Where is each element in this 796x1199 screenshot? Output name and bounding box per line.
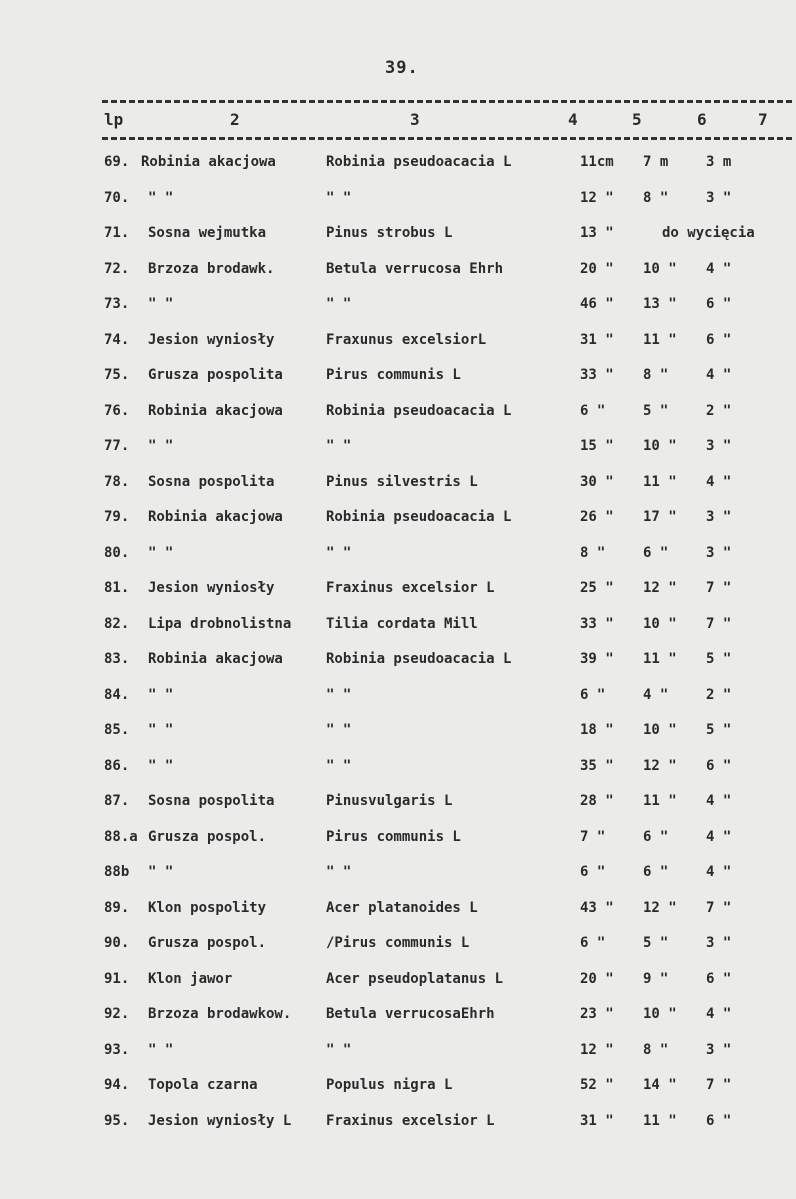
col-4-value: 23 " (580, 1006, 614, 1022)
col-6-value: 2 " (706, 686, 732, 703)
col-6-value: 4 " (706, 473, 732, 490)
row-number: 76. (104, 402, 130, 419)
col-5-value: 8 " (643, 367, 669, 383)
polish-name: " " (148, 722, 174, 738)
row-number: 84. (104, 686, 130, 703)
row-number: 95. (104, 1112, 130, 1129)
polish-name: " " (148, 686, 174, 703)
col-5-value: 8 " (643, 1041, 669, 1058)
latin-name: Fraxunus excelsiorL (326, 331, 487, 348)
table-row (0, 1109, 796, 1145)
col-6-value: 3 " (706, 509, 732, 525)
col-6-value: 3 " (706, 1041, 732, 1058)
col-6-value: 7 " (706, 615, 732, 632)
col-6-value: 5 " (706, 722, 732, 738)
table-row (0, 896, 796, 932)
table-row (0, 150, 796, 186)
col-6-value: 3 " (706, 438, 732, 454)
polish-name: Topola czarna (148, 1077, 258, 1093)
row-number: 92. (104, 1006, 130, 1022)
header-lp: lp (104, 110, 124, 129)
latin-name: " " (326, 686, 352, 703)
row-number: 94. (104, 1077, 130, 1093)
table-row (0, 1038, 796, 1074)
header-col-7: 7 (758, 110, 768, 129)
page-number: 39. (385, 58, 419, 78)
col-5-value: 10 " (643, 722, 677, 738)
col-4-value: 7 " (580, 828, 606, 845)
row-number: 88.a (104, 828, 138, 845)
col-4-value: 6 " (580, 935, 606, 951)
polish-name: Robinia akacjowa (148, 509, 283, 525)
row-number: 72. (104, 260, 130, 277)
polish-name: Jesion wyniosły L (148, 1112, 292, 1129)
col-5-value: 6 " (643, 544, 669, 561)
table-row (0, 647, 796, 683)
latin-name: Pinus strobus L (326, 225, 453, 241)
table-row (0, 363, 796, 399)
polish-name: Lipa drobnolistna (148, 615, 292, 632)
polish-name: Jesion wyniosły (148, 580, 275, 596)
col-6-value: 7 " (706, 580, 732, 596)
col-5-value: 11 " (643, 793, 677, 809)
col-5-value: 12 " (643, 899, 677, 916)
polish-name: Klon jawor (148, 970, 233, 987)
col-6-value: 6 " (706, 331, 732, 348)
col-4-value: 30 " (580, 473, 614, 490)
col-4-value: 15 " (580, 438, 614, 454)
row-number: 83. (104, 651, 130, 667)
col-5-value: 6 " (643, 828, 669, 845)
latin-name: Fraxinus excelsior L (326, 1112, 495, 1129)
row-number: 69. (104, 154, 130, 170)
polish-name: " " (148, 544, 174, 561)
col-4-value: 12 " (580, 1041, 614, 1058)
col-5-value: 11 " (643, 331, 677, 348)
latin-name: /Pirus communis L (326, 935, 470, 951)
latin-name: " " (326, 189, 352, 206)
polish-name: Robinia akacjowa (148, 402, 283, 419)
table-row (0, 221, 796, 257)
col-5-value: 12 " (643, 580, 677, 596)
col-5-value: 5 " (643, 402, 669, 419)
header-col-5: 5 (632, 110, 642, 129)
row-number: 81. (104, 580, 130, 596)
latin-name: " " (326, 757, 352, 774)
col-4-value: 26 " (580, 509, 614, 525)
col-5-value: 7 m (643, 154, 669, 170)
table-row (0, 931, 796, 967)
col-6-value: 4 " (706, 1006, 732, 1022)
table-row (0, 541, 796, 577)
row-number: 70. (104, 189, 130, 206)
col-4-value: 18 " (580, 722, 614, 738)
polish-name: " " (148, 296, 174, 312)
col-6-value: 3 " (706, 544, 732, 561)
col-4-value: 11cm (580, 154, 614, 170)
row-number: 93. (104, 1041, 130, 1058)
polish-name: Sosna wejmutka (148, 225, 267, 241)
col-6-value: 4 " (706, 793, 732, 809)
table-row (0, 505, 796, 541)
table-row (0, 434, 796, 470)
col-4-value: 8 " (580, 544, 606, 561)
col-6-value: 6 " (706, 296, 732, 312)
table-row (0, 257, 796, 293)
row-number: 87. (104, 793, 130, 809)
header-bottom-rule (102, 137, 792, 140)
latin-name: " " (326, 296, 352, 312)
header-col-4: 4 (568, 110, 578, 129)
col-4-value: 20 " (580, 970, 614, 987)
col-6-value: 3 m (706, 154, 732, 170)
row-number: 77. (104, 438, 130, 454)
col-4-value: 20 " (580, 260, 614, 277)
polish-name: Jesion wyniosły (148, 331, 275, 348)
latin-name: Robinia pseudoacacia L (326, 402, 512, 419)
tree-inventory-table (0, 150, 796, 1144)
col-6-value: 4 " (706, 864, 732, 880)
col-6-value: 5 " (706, 651, 732, 667)
col-5-value: 13 " (643, 296, 677, 312)
col-6-value: 7 " (706, 1077, 732, 1093)
row-number: 80. (104, 544, 130, 561)
polish-name: " " (148, 1041, 174, 1058)
latin-name: " " (326, 1041, 352, 1058)
col-4-value: 43 " (580, 899, 614, 916)
row-note: do wycięcia (662, 225, 755, 241)
col-6-value: 6 " (706, 1112, 732, 1129)
col-6-value: 4 " (706, 367, 732, 383)
col-5-value: 14 " (643, 1077, 677, 1093)
table-row (0, 612, 796, 648)
col-4-value: 12 " (580, 189, 614, 206)
col-5-value: 4 " (643, 686, 669, 703)
latin-name: Acer platanoides L (326, 899, 478, 916)
col-5-value: 5 " (643, 935, 669, 951)
col-6-value: 3 " (706, 189, 732, 206)
col-5-value: 11 " (643, 473, 677, 490)
latin-name: Populus nigra L (326, 1077, 453, 1093)
col-4-value: 31 " (580, 331, 614, 348)
col-5-value: 10 " (643, 438, 677, 454)
col-4-value: 13 " (580, 225, 614, 241)
col-6-value: 2 " (706, 402, 732, 419)
latin-name: Pinusvulgaris L (326, 793, 453, 809)
polish-name: " " (148, 757, 174, 774)
latin-name: " " (326, 864, 352, 880)
polish-name: Grusza pospol. (148, 828, 267, 845)
col-5-value: 10 " (643, 615, 677, 632)
header-col-3: 3 (410, 110, 420, 129)
header-col-6: 6 (697, 110, 707, 129)
table-row (0, 1073, 796, 1109)
row-number: 91. (104, 970, 130, 987)
col-4-value: 33 " (580, 367, 614, 383)
col-6-value: 7 " (706, 899, 732, 916)
table-row (0, 576, 796, 612)
row-number: 89. (104, 899, 130, 916)
polish-name: Sosna pospolita (148, 793, 275, 809)
latin-name: " " (326, 438, 352, 454)
polish-name: Robinia akacjowa (141, 154, 276, 170)
col-5-value: 11 " (643, 1112, 677, 1129)
polish-name: " " (148, 864, 174, 880)
latin-name: Robinia pseudoacacia L (326, 651, 512, 667)
latin-name: Robinia pseudoacacia L (326, 509, 512, 525)
latin-name: Betula verrucosaEhrh (326, 1006, 495, 1022)
latin-name: Tilia cordata Mill (326, 615, 478, 632)
table-row (0, 399, 796, 435)
table-row (0, 860, 796, 896)
header-col-2: 2 (230, 110, 240, 129)
row-number: 88b (104, 864, 130, 880)
row-number: 79. (104, 509, 130, 525)
latin-name: Acer pseudoplatanus L (326, 970, 504, 987)
table-row (0, 186, 796, 222)
col-4-value: 6 " (580, 864, 606, 880)
polish-name: " " (148, 438, 174, 454)
table-row (0, 718, 796, 754)
col-6-value: 6 " (706, 757, 732, 774)
header-top-rule (102, 100, 792, 103)
polish-name: Sosna pospolita (148, 473, 275, 490)
col-5-value: 10 " (643, 1006, 677, 1022)
col-6-value: 4 " (706, 260, 732, 277)
table-row (0, 1002, 796, 1038)
col-4-value: 52 " (580, 1077, 614, 1093)
latin-name: Fraxinus excelsior L (326, 580, 495, 596)
table-row (0, 470, 796, 506)
latin-name: Pinus silvestris L (326, 473, 478, 490)
col-4-value: 6 " (580, 686, 606, 703)
latin-name: " " (326, 544, 352, 561)
row-number: 82. (104, 615, 130, 632)
table-row (0, 967, 796, 1003)
table-row (0, 292, 796, 328)
col-6-value: 6 " (706, 970, 732, 987)
row-number: 75. (104, 367, 130, 383)
table-row (0, 789, 796, 825)
col-4-value: 28 " (580, 793, 614, 809)
polish-name: Brzoza brodawkow. (148, 1006, 292, 1022)
col-4-value: 46 " (580, 296, 614, 312)
table-row (0, 754, 796, 790)
row-number: 78. (104, 473, 130, 490)
col-5-value: 8 " (643, 189, 669, 206)
col-6-value: 4 " (706, 828, 732, 845)
row-number: 73. (104, 296, 130, 312)
row-number: 90. (104, 935, 130, 951)
col-4-value: 33 " (580, 615, 614, 632)
col-4-value: 6 " (580, 402, 606, 419)
latin-name: " " (326, 722, 352, 738)
polish-name: Robinia akacjowa (148, 651, 283, 667)
col-5-value: 12 " (643, 757, 677, 774)
col-4-value: 25 " (580, 580, 614, 596)
latin-name: Pirus communis L (326, 367, 461, 383)
polish-name: Brzoza brodawk. (148, 260, 275, 277)
row-number: 71. (104, 225, 130, 241)
row-number: 86. (104, 757, 130, 774)
table-row (0, 825, 796, 861)
row-number: 74. (104, 331, 130, 348)
polish-name: Klon pospolity (148, 899, 267, 916)
col-5-value: 6 " (643, 864, 669, 880)
row-number: 85. (104, 722, 130, 738)
polish-name: Grusza pospol. (148, 935, 267, 951)
col-5-value: 17 " (643, 509, 677, 525)
col-4-value: 39 " (580, 651, 614, 667)
col-5-value: 10 " (643, 260, 677, 277)
latin-name: Betula verrucosa Ehrh (326, 260, 504, 277)
col-4-value: 31 " (580, 1112, 614, 1129)
latin-name: Robinia pseudoacacia L (326, 154, 512, 170)
col-5-value: 9 " (643, 970, 669, 987)
col-5-value: 11 " (643, 651, 677, 667)
table-row (0, 683, 796, 719)
col-6-value: 3 " (706, 935, 732, 951)
table-row (0, 328, 796, 364)
polish-name: Grusza pospolita (148, 367, 283, 383)
latin-name: Pirus communis L (326, 828, 461, 845)
col-4-value: 35 " (580, 757, 614, 774)
polish-name: " " (148, 189, 174, 206)
